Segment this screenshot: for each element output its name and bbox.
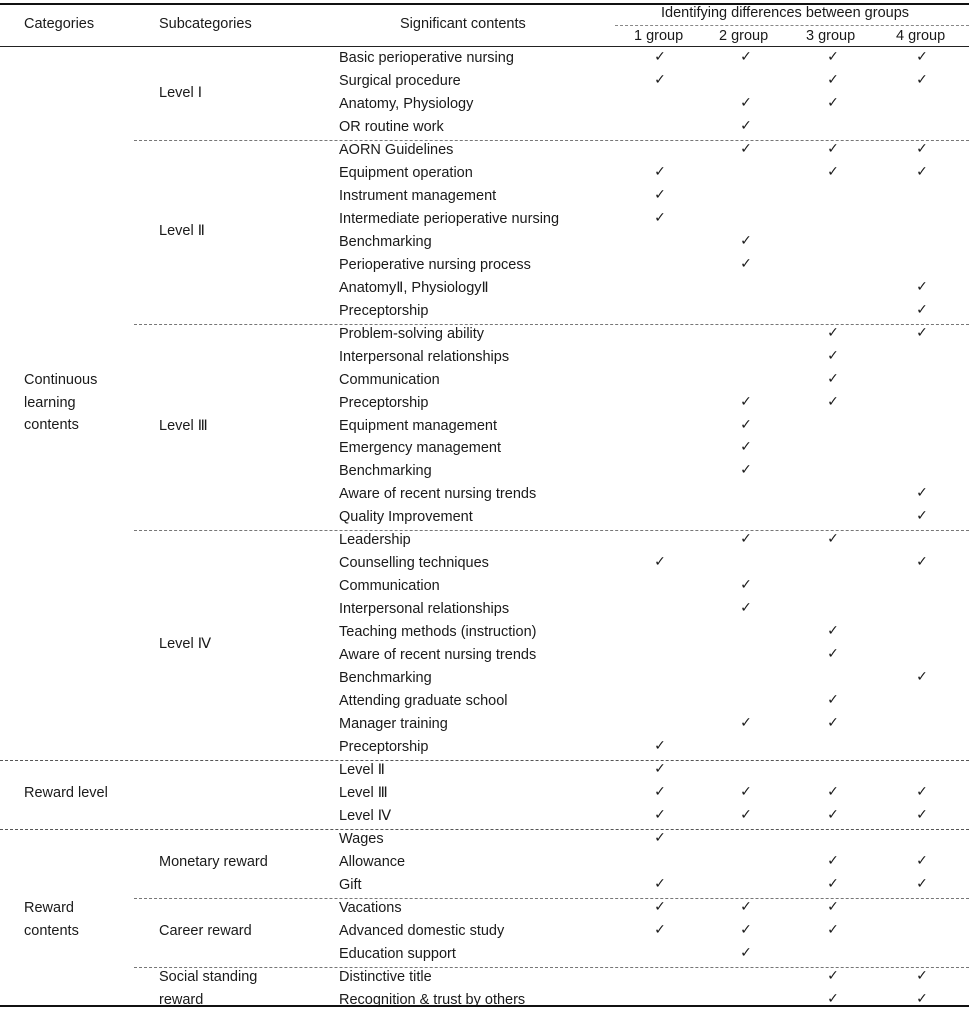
subcategory-label: Career reward [159,923,252,940]
check-mark-icon: ✓ [827,370,839,387]
content-cell: Level Ⅲ [339,785,388,802]
group-divider [134,967,969,968]
content-cell: Allowance [339,853,406,870]
check-mark-icon: ✓ [740,577,752,594]
group-divider [0,829,969,830]
check-mark-icon: ✓ [654,784,666,801]
header-bottom-rule [0,46,969,47]
check-mark-icon: ✓ [740,462,752,479]
check-mark-icon: ✓ [827,990,839,1007]
content-cell: Preceptorship [339,394,429,411]
category-label: learning [24,394,76,411]
check-mark-icon: ✓ [916,71,928,88]
check-mark-icon: ✓ [916,852,928,869]
content-cell: Recognition & trust by others [339,991,526,1008]
group-divider [134,898,969,899]
check-mark-icon: ✓ [827,715,839,732]
content-cell: Interpersonal relationships [339,601,510,618]
subcategory-label: Level Ⅰ [159,84,202,101]
check-mark-icon: ✓ [654,554,666,571]
category-label: contents [24,417,79,434]
header-significant-contents: Significant contents [400,16,526,32]
content-cell: Aware of recent nursing trends [339,647,537,664]
check-mark-icon: ✓ [740,784,752,801]
check-mark-icon: ✓ [740,49,752,65]
content-cell: Preceptorship [339,739,429,756]
content-cell: Distinctive title [339,968,432,985]
check-mark-icon: ✓ [916,784,928,801]
check-mark-icon: ✓ [654,807,666,823]
check-mark-icon: ✓ [740,416,752,433]
check-mark-icon: ✓ [740,393,752,410]
subcategory-label: Monetary reward [159,854,268,871]
content-cell: Emergency management [339,440,501,457]
header-group-3: 3 group [806,28,856,44]
content-cell: Manager training [339,716,448,733]
header-group-2: 2 group [719,28,769,44]
check-mark-icon: ✓ [916,301,928,318]
content-cell: Counselling techniques [339,555,489,572]
content-cell: AORN Guidelines [339,141,454,158]
check-mark-icon: ✓ [916,140,928,157]
header-group-1: 1 group [634,28,684,44]
check-mark-icon: ✓ [916,967,928,984]
check-mark-icon: ✓ [827,875,839,892]
table-bottom-rule [0,1005,969,1007]
check-mark-icon: ✓ [654,209,666,226]
check-mark-icon: ✓ [740,531,752,548]
check-mark-icon: ✓ [740,600,752,617]
content-cell: Aware of recent nursing trends [339,486,537,503]
check-mark-icon: ✓ [740,232,752,249]
header-subcategories: Subcategories [159,16,252,32]
check-mark-icon: ✓ [916,875,928,892]
check-mark-icon: ✓ [827,324,839,341]
category-label: Reward level [24,785,108,802]
content-cell: Surgical procedure [339,72,461,89]
check-mark-icon: ✓ [654,71,666,88]
check-mark-icon: ✓ [827,531,839,548]
check-mark-icon: ✓ [827,898,839,915]
check-mark-icon: ✓ [916,324,928,341]
header-group-4: 4 group [896,28,946,44]
check-mark-icon: ✓ [827,852,839,869]
check-mark-icon: ✓ [654,186,666,203]
header-identifying-differences: Identifying differences between groups [661,5,910,21]
check-mark-icon: ✓ [740,715,752,732]
group-divider [0,760,969,761]
check-mark-icon: ✓ [740,94,752,111]
content-cell: Basic perioperative nursing [339,50,514,66]
check-mark-icon: ✓ [740,898,752,915]
content-cell: Perioperative nursing process [339,256,531,273]
header-group-rule [615,25,969,26]
check-mark-icon: ✓ [916,990,928,1007]
content-cell: OR routine work [339,118,444,135]
check-mark-icon: ✓ [654,761,666,778]
content-cell: Intermediate perioperative nursing [339,210,560,227]
check-mark-icon: ✓ [827,646,839,663]
content-cell: Quality Improvement [339,509,473,526]
content-cell: Level Ⅳ [339,808,392,824]
check-mark-icon: ✓ [827,347,839,364]
check-mark-icon: ✓ [740,255,752,272]
content-cell: Benchmarking [339,463,432,480]
check-mark-icon: ✓ [916,554,928,571]
check-mark-icon: ✓ [916,278,928,295]
check-mark-icon: ✓ [827,692,839,709]
content-cell: Wages [339,830,384,847]
subcategory-label: Level Ⅲ [159,417,208,434]
content-cell: Benchmarking [339,670,432,687]
content-cell: Advanced domestic study [339,922,505,939]
check-mark-icon: ✓ [827,807,839,823]
check-mark-icon: ✓ [654,163,666,180]
content-cell: Teaching methods (instruction) [339,624,537,641]
subcategory-label: reward [159,991,204,1008]
check-mark-icon: ✓ [916,669,928,686]
check-mark-icon: ✓ [916,485,928,502]
header-categories: Categories [24,16,95,32]
check-mark-icon: ✓ [827,94,839,111]
group-divider [134,324,969,325]
content-cell: Benchmarking [339,233,432,250]
content-cell: Instrument management [339,187,497,204]
content-cell: Problem-solving ability [339,325,485,342]
group-divider [134,530,969,531]
check-mark-icon: ✓ [654,875,666,892]
content-cell: Level Ⅱ [339,762,385,779]
check-mark-icon: ✓ [740,140,752,157]
check-mark-icon: ✓ [740,921,752,938]
check-mark-icon: ✓ [827,71,839,88]
check-mark-icon: ✓ [916,163,928,180]
check-mark-icon: ✓ [827,623,839,640]
category-label: Continuous [24,372,98,389]
check-mark-icon: ✓ [827,967,839,984]
check-mark-icon: ✓ [916,49,928,65]
check-mark-icon: ✓ [740,944,752,961]
check-mark-icon: ✓ [654,898,666,915]
check-mark-icon: ✓ [916,508,928,525]
check-mark-icon: ✓ [654,829,666,846]
check-mark-icon: ✓ [740,117,752,134]
check-mark-icon: ✓ [827,921,839,938]
subcategory-label: Level Ⅳ [159,635,212,652]
check-mark-icon: ✓ [740,439,752,456]
check-mark-icon: ✓ [827,393,839,410]
content-cell: Leadership [339,532,411,549]
category-label: Reward [24,900,74,917]
content-cell: Equipment management [339,417,497,434]
check-mark-icon: ✓ [654,49,666,65]
content-cell: Preceptorship [339,302,429,319]
check-mark-icon: ✓ [654,921,666,938]
content-cell: Attending graduate school [339,693,508,710]
subcategory-label: Level Ⅱ [159,222,205,239]
content-cell: Interpersonal relationships [339,348,510,365]
check-mark-icon: ✓ [654,738,666,755]
group-divider [134,140,969,141]
content-cell: Equipment operation [339,164,473,181]
check-mark-icon: ✓ [827,163,839,180]
subcategory-label: Social standing [159,969,258,986]
content-cell: Vacations [339,899,402,916]
category-label: contents [24,922,79,939]
content-cell: Anatomy, Physiology [339,95,474,112]
check-mark-icon: ✓ [827,140,839,157]
check-mark-icon: ✓ [827,784,839,801]
content-cell: Gift [339,876,362,893]
check-mark-icon: ✓ [740,807,752,823]
content-cell: Communication [339,371,440,388]
content-cell: Communication [339,578,440,595]
check-mark-icon: ✓ [916,807,928,823]
check-mark-icon: ✓ [827,49,839,65]
content-cell: Education support [339,945,456,962]
content-cell: AnatomyⅡ, PhysiologyⅡ [339,279,489,296]
